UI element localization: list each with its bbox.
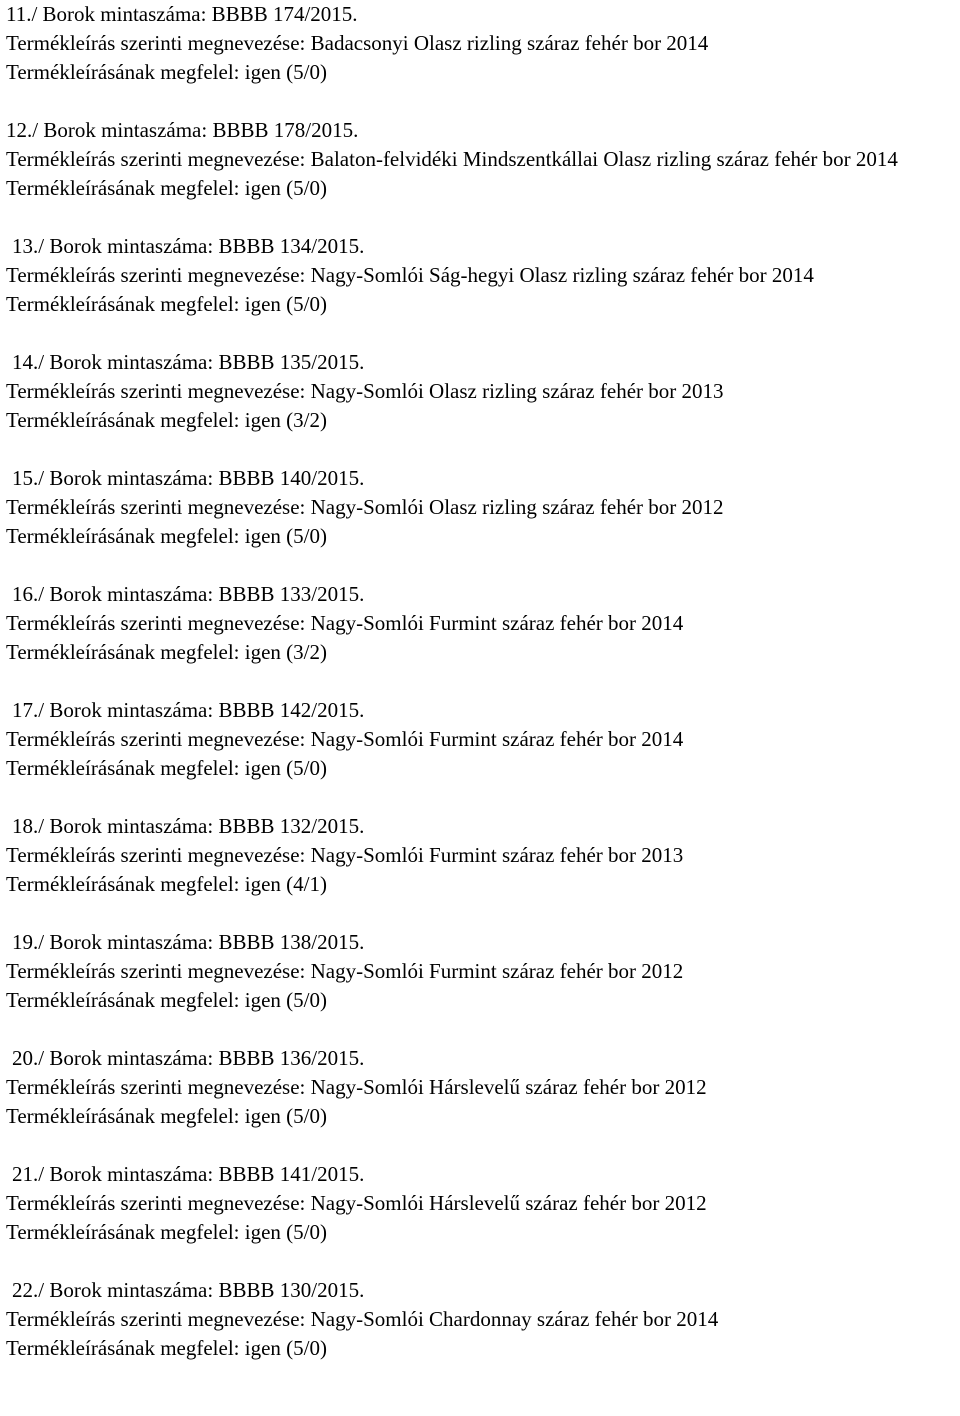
entry-description: Termékleírás szerinti megnevezése: Nagy-Somlói Furmint száraz fehér bor 2014 [6,727,684,751]
entry-spacer [6,87,958,116]
wine-entry-22 [6,1276,958,1363]
entry-spacer [6,203,958,232]
wine-entry-18 [6,812,958,899]
wine-entry-13 [6,232,958,319]
entry-description: Termékleírás szerinti megnevezése: Nagy-Somlói Furmint száraz fehér bor 2012 [6,959,684,983]
entry-spacer [6,435,958,464]
wine-entry-14 [6,348,958,435]
entry-header: 11./ Borok mintaszáma: BBBB 174/2015. [6,2,358,26]
entry-result: Termékleírásának megfelel: igen (5/0) [6,1220,327,1244]
entry-spacer [6,1015,958,1044]
entry-description: Termékleírás szerinti megnevezése: Nagy-Somlói Olasz rizling száraz fehér bor 2013 [6,379,724,403]
entry-header: 17./ Borok mintaszáma: BBBB 142/2015. [12,698,365,722]
entry-result: Termékleírásának megfelel: igen (5/0) [6,292,327,316]
entry-spacer [6,667,958,696]
entry-header: 12./ Borok mintaszáma: BBBB 178/2015. [6,118,359,142]
entry-spacer [6,899,958,928]
entry-spacer [6,551,958,580]
entry-spacer [6,1247,958,1276]
entry-description: Termékleírás szerinti megnevezése: Badacsonyi Olasz rizling száraz fehér bor 2014 [6,31,709,55]
wine-entry-11 [6,0,958,87]
entry-description: Termékleírás szerinti megnevezése: Nagy-Somlói Olasz rizling száraz fehér bor 2012 [6,495,724,519]
entry-header: 15./ Borok mintaszáma: BBBB 140/2015. [12,466,365,490]
entry-description: Termékleírás szerinti megnevezése: Nagy-Somlói Chardonnay száraz fehér bor 2014 [6,1307,719,1331]
entry-header: 21./ Borok mintaszáma: BBBB 141/2015. [12,1162,365,1186]
entry-description: Termékleírás szerinti megnevezése: Nagy-Somlói Furmint száraz fehér bor 2014 [6,611,684,635]
entry-description: Termékleírás szerinti megnevezése: Balaton-felvidéki Mindszentkállai Olasz rizling száraz fehér bor 2014 [6,147,898,171]
entry-header: 19./ Borok mintaszáma: BBBB 138/2015. [12,930,365,954]
wine-entry-19 [6,928,958,1015]
entry-header: 20./ Borok mintaszáma: BBBB 136/2015. [12,1046,365,1070]
wine-entry-16 [6,580,958,667]
wine-entry-17 [6,696,958,783]
entry-description: Termékleírás szerinti megnevezése: Nagy-Somlói Furmint száraz fehér bor 2013 [6,843,684,867]
entry-result: Termékleírásának megfelel: igen (4/1) [6,872,327,896]
entry-result: Termékleírásának megfelel: igen (5/0) [6,524,327,548]
entry-result: Termékleírásának megfelel: igen (5/0) [6,1104,327,1128]
entry-description: Termékleírás szerinti megnevezése: Nagy-Somlói Hárslevelű száraz fehér bor 2012 [6,1075,707,1099]
entry-header: 14./ Borok mintaszáma: BBBB 135/2015. [12,350,365,374]
entry-spacer [6,1131,958,1160]
entry-result: Termékleírásának megfelel: igen (5/0) [6,756,327,780]
entry-header: 16./ Borok mintaszáma: BBBB 133/2015. [12,582,365,606]
wine-entry-21 [6,1160,958,1247]
wine-entry-15 [6,464,958,551]
wine-entry-12 [6,116,958,203]
entry-description: Termékleírás szerinti megnevezése: Nagy-Somlói Hárslevelű száraz fehér bor 2012 [6,1191,707,1215]
document-page [6,0,958,1363]
entry-spacer [6,783,958,812]
entry-spacer [6,319,958,348]
wine-entry-20 [6,1044,958,1131]
entry-result: Termékleírásának megfelel: igen (3/2) [6,640,327,664]
entry-description: Termékleírás szerinti megnevezése: Nagy-Somlói Ság-hegyi Olasz rizling száraz fehér bor 2014 [6,263,814,287]
entry-header: 18./ Borok mintaszáma: BBBB 132/2015. [12,814,365,838]
entry-result: Termékleírásának megfelel: igen (5/0) [6,176,327,200]
entry-result: Termékleírásának megfelel: igen (5/0) [6,60,327,84]
entry-header: 13./ Borok mintaszáma: BBBB 134/2015. [12,234,365,258]
entry-result: Termékleírásának megfelel: igen (3/2) [6,408,327,432]
entry-result: Termékleírásának megfelel: igen (5/0) [6,988,327,1012]
entry-header: 22./ Borok mintaszáma: BBBB 130/2015. [12,1278,365,1302]
entry-result: Termékleírásának megfelel: igen (5/0) [6,1336,327,1360]
